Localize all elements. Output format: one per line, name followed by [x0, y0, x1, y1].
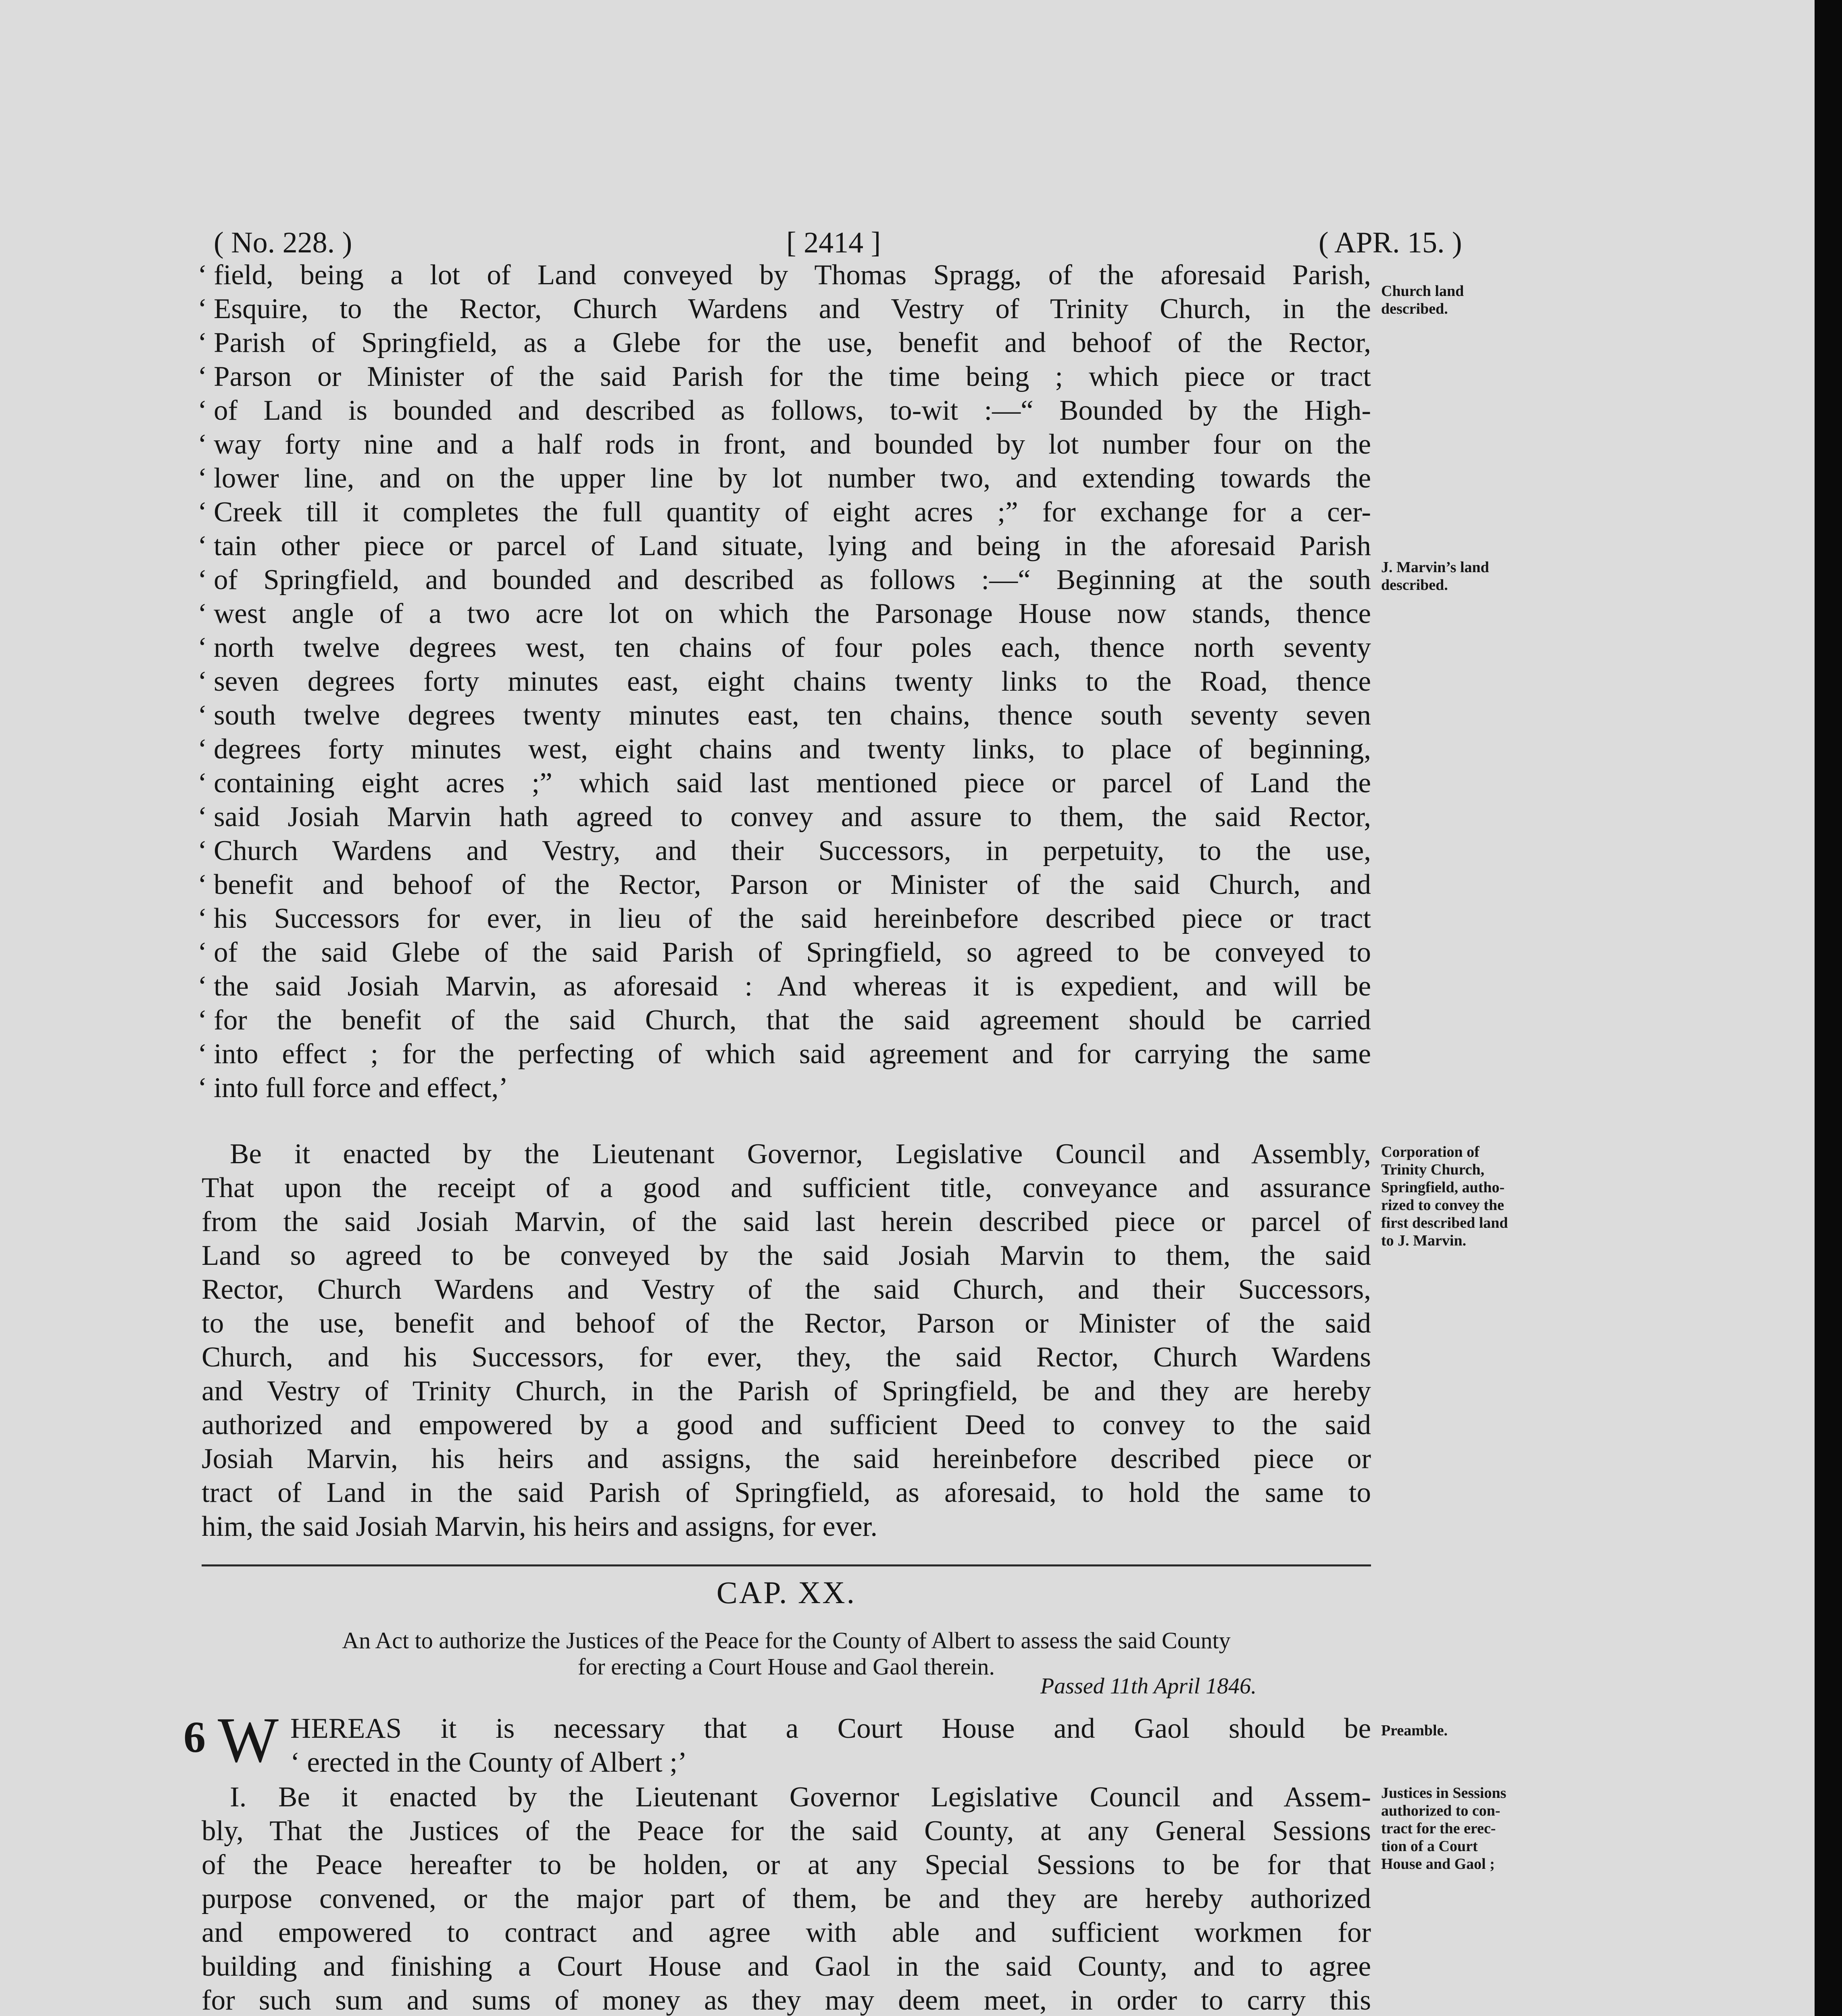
act-title-line-2: for erecting a Court House and Gaol therein. — [578, 1654, 995, 1680]
recital-line: lower line, and on the upper line by lot number two, and extending towards the — [214, 462, 1371, 494]
margin-note-line: House and Gaol ; — [1381, 1856, 1495, 1872]
enacting-line: Be it enacted by the Lieutenant Governor, Legislative Council and Assembly, — [230, 1138, 1371, 1170]
paragraph-mark: 6 — [183, 1712, 206, 1762]
header-date: ( APR. 15. ) — [1319, 226, 1462, 259]
chapter-heading: CAP. XX. — [716, 1575, 856, 1610]
recital-line: into effect ; for the perfecting of which said agreement and for carrying the same — [214, 1038, 1371, 1070]
margin-note-justices — [1381, 1784, 1607, 1873]
quote-mark: ‘ — [198, 327, 207, 358]
quote-mark: ‘ — [198, 869, 207, 900]
quote-mark: ‘ — [198, 496, 207, 528]
enacting-line: him, the said Josiah Marvin, his heirs and assigns, for ever. — [202, 1511, 878, 1542]
quote-mark: ‘ — [198, 903, 207, 934]
margin-note-line: Church land — [1381, 283, 1464, 300]
recital-line: Creek till it completes the full quantity of eight acres ;” for exchange for a cer- — [214, 496, 1371, 528]
margin-note-line: to J. Marvin. — [1381, 1232, 1467, 1249]
recital-line: tain other piece or parcel of Land situate, lying and being in the aforesaid Parish — [214, 530, 1371, 562]
quote-mark: ‘ — [198, 767, 207, 799]
quote-mark: ‘ — [198, 462, 207, 494]
recital-line: west angle of a two acre lot on which the Parsonage House now stands, thence — [214, 598, 1371, 629]
quote-mark: ‘ — [198, 801, 207, 833]
margin-note-marvin-land — [1381, 558, 1607, 594]
quote-mark: ‘ — [198, 564, 207, 596]
section-1-line: purpose convened, or the major part of them, be and they are hereby authorized — [202, 1883, 1371, 1914]
margin-note-church-land — [1381, 282, 1607, 318]
section-1-line: building and finishing a Court House and Gaol in the said County, and to agree — [202, 1951, 1371, 1982]
recital-line: north twelve degrees west, ten chains of four poles each, thence north seventy — [214, 632, 1371, 663]
recital-line: his Successors for ever, in lieu of the said hereinbefore described piece or tract — [214, 903, 1371, 934]
drop-capital: W — [218, 1704, 279, 1776]
enacting-line: authorized and empowered by a good and sufficient Deed to convey to the said — [202, 1409, 1371, 1441]
enacting-line: from the said Josiah Marvin, of the said last herein described piece or parcel of — [202, 1206, 1371, 1237]
quote-mark: ‘ — [198, 293, 207, 325]
recital-line: Esquire, to the Rector, Church Wardens and Vestry of Trinity Church, in the — [214, 293, 1371, 325]
section-1-line: I. Be it enacted by the Lieutenant Governor Legislative Council and Assem- — [230, 1781, 1371, 1813]
quote-mark: ‘ — [198, 361, 207, 392]
page-number: [ 2414 ] — [786, 226, 881, 259]
recital-line: into full force and effect,’ — [214, 1072, 508, 1104]
enacting-line: Josiah Marvin, his heirs and assigns, the said hereinbefore described piece or — [202, 1443, 1371, 1475]
section-1-line: for such sum and sums of money as they may deem meet, in order to carry this — [202, 1985, 1371, 2016]
quote-mark: ‘ — [198, 700, 207, 731]
margin-note-preamble — [1381, 1722, 1607, 1739]
quote-mark: ‘ — [198, 395, 207, 426]
quote-mark: ‘ — [198, 598, 207, 629]
section-1-line: bly, That the Justices of the Peace for the said County, at any General Sessions — [202, 1815, 1371, 1847]
preamble-line: HEREAS it is necessary that a Court House and Gaol should be — [290, 1713, 1371, 1744]
quote-mark: ‘ — [198, 835, 207, 866]
margin-note-line: tract for the erec- — [1381, 1820, 1496, 1837]
recital-line: field, being a lot of Land conveyed by Thomas Spragg, of the aforesaid Parish, — [214, 259, 1371, 291]
margin-note-line: Preamble. — [1381, 1722, 1448, 1739]
enacting-line: and Vestry of Trinity Church, in the Parish of Springfield, be and they are hereby — [202, 1375, 1371, 1407]
quote-mark: ‘ — [198, 632, 207, 663]
quote-mark: ‘ — [198, 733, 207, 765]
quote-mark: ‘ — [198, 937, 207, 968]
enacting-line: Church, and his Successors, for ever, they, the said Rector, Church Wardens — [202, 1341, 1371, 1373]
quote-mark: ‘ — [198, 1004, 207, 1036]
margin-note-line: Corporation of — [1381, 1143, 1479, 1160]
act-number: ( No. 228. ) — [214, 226, 352, 259]
recital-line: said Josiah Marvin hath agreed to convey and assure to them, the said Rector, — [214, 801, 1371, 833]
recital-line: Parish of Springfield, as a Glebe for the use, benefit and behoof of the Rector, — [214, 327, 1371, 358]
quote-mark: ‘ — [198, 1072, 207, 1104]
margin-note-line: Springfield, autho- — [1381, 1179, 1505, 1196]
recital-line: for the benefit of the said Church, that the said agreement should be carried — [214, 1004, 1371, 1036]
margin-note-line: described. — [1381, 300, 1448, 317]
quote-mark: ‘ — [198, 1038, 207, 1070]
section-1-line: and empowered to contract and agree with able and sufficient workmen for — [202, 1917, 1371, 1948]
recital-line: Parson or Minister of the said Parish for the time being ; which piece or tract — [214, 361, 1371, 392]
quote-mark: ‘ — [198, 429, 207, 460]
recital-line: of the said Glebe of the said Parish of Springfield, so agreed to be conveyed to — [214, 937, 1371, 968]
recital-line: benefit and behoof of the Rector, Parson or Minister of the said Church, and — [214, 869, 1371, 900]
margin-note-line: Trinity Church, — [1381, 1161, 1485, 1178]
recital-line: way forty nine and a half rods in front, and bounded by lot number four on the — [214, 429, 1371, 460]
act-title-line-1: An Act to authorize the Justices of the Peace for the County of Albert to assess the said County — [342, 1627, 1231, 1654]
margin-note-line: tion of a Court — [1381, 1838, 1478, 1855]
preamble-line: ‘ erected in the County of Albert ;’ — [290, 1747, 687, 1778]
recital-line: Church Wardens and Vestry, and their Successors, in perpetuity, to the use, — [214, 835, 1371, 866]
enacting-line: Rector, Church Wardens and Vestry of the said Church, and their Successors, — [202, 1274, 1371, 1305]
enacting-line: tract of Land in the said Parish of Springfield, as aforesaid, to hold the same to — [202, 1477, 1371, 1508]
recital-line: containing eight acres ;” which said last mentioned piece or parcel of Land the — [214, 767, 1371, 799]
quote-mark: ‘ — [198, 971, 207, 1002]
section-1-line: of the Peace hereafter to be holden, or at any Special Sessions to be for that — [202, 1849, 1371, 1881]
recital-line: of Springfield, and bounded and described as follows :—“ Beginning at the south — [214, 564, 1371, 596]
enacting-line: That upon the receipt of a good and sufficient title, conveyance and assurance — [202, 1172, 1371, 1204]
margin-note-line: first described land — [1381, 1214, 1508, 1231]
quote-mark: ‘ — [198, 259, 207, 291]
quote-mark: ‘ — [198, 666, 207, 697]
recital-line: south twelve degrees twenty minutes east, ten chains, thence south seventy seven — [214, 700, 1371, 731]
margin-note-corporation — [1381, 1143, 1607, 1250]
margin-note-line: Justices in Sessions — [1381, 1785, 1507, 1801]
enacting-line: Land so agreed to be conveyed by the said Josiah Marvin to them, the said — [202, 1240, 1371, 1271]
margin-note-line: J. Marvin’s land — [1381, 559, 1489, 576]
margin-note-line: rized to convey the — [1381, 1197, 1504, 1214]
recital-line: degrees forty minutes west, eight chains and twenty links, to place of beginning, — [214, 733, 1371, 765]
margin-note-line: described. — [1381, 577, 1448, 594]
section-divider — [202, 1564, 1371, 1566]
recital-line: of Land is bounded and described as follows, to-wit :—“ Bounded by the High- — [214, 395, 1371, 426]
passed-date: Passed 11th April 1846. — [1040, 1674, 1257, 1699]
margin-note-line: authorized to con- — [1381, 1802, 1500, 1819]
enacting-line: to the use, benefit and behoof of the Rector, Parson or Minister of the said — [202, 1308, 1371, 1339]
recital-line: seven degrees forty minutes east, eight chains twenty links to the Road, thence — [214, 666, 1371, 697]
quote-mark: ‘ — [198, 530, 207, 562]
recital-line: the said Josiah Marvin, as aforesaid : And whereas it is expedient, and will be — [214, 971, 1371, 1002]
